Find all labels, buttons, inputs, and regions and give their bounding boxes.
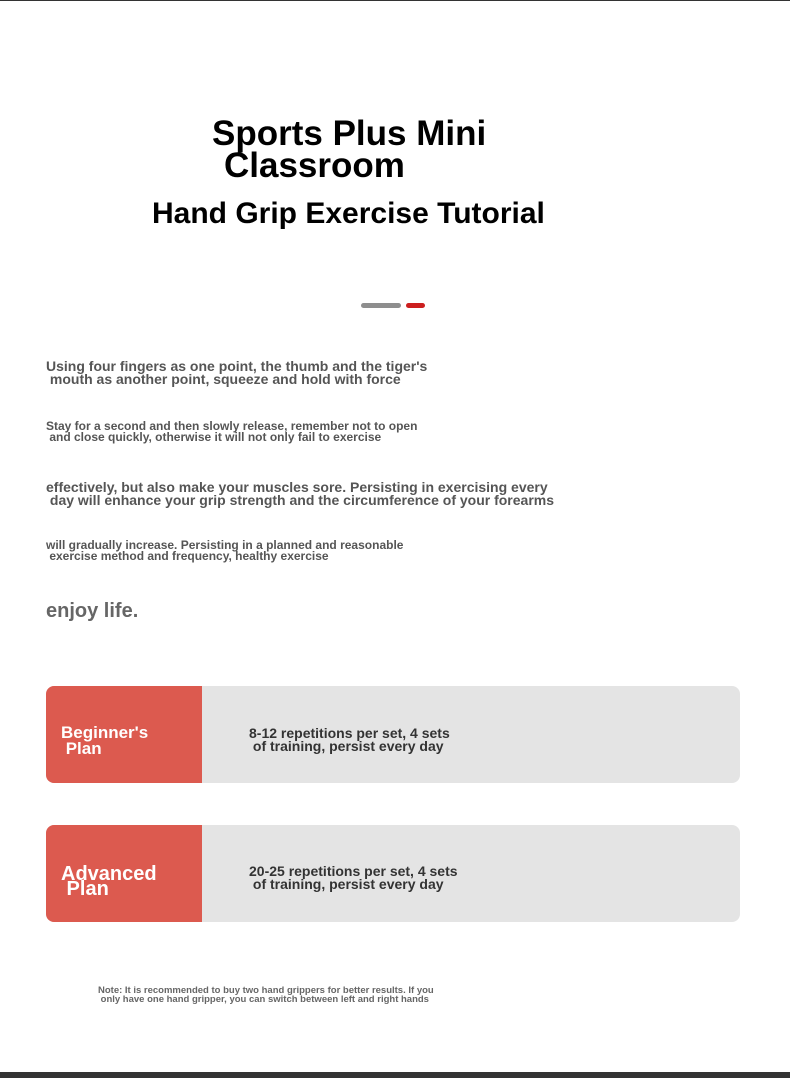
instruction-paragraph-2: Stay for a second and then slowly release, remember not to open and close quickly, otherwise it will not only fail to exercise: [46, 419, 418, 444]
advanced-plan-description: 20-25 repetitions per set, 4 sets of training, persist every day: [249, 863, 458, 892]
instruction-paragraph-4: will gradually increase. Persisting in a planned and reasonable exercise method and frequency, healthy exercise: [46, 538, 404, 563]
advanced-plan-card: [46, 825, 740, 922]
title-line-1: Sports Plus Mini: [212, 114, 487, 153]
beginner-plan-card: [46, 686, 740, 783]
instruction-paragraph-3: effectively, but also make your muscles sore. Persisting in exercising every day will enhance your grip strength and the circumference of your forearms: [46, 479, 555, 508]
carousel-dot-2-active[interactable]: [406, 303, 425, 308]
instruction-paragraph-1: Using four fingers as one point, the thumb and the tiger's mouth as another point, squeeze and hold with force: [46, 358, 428, 387]
top-divider: [0, 0, 790, 1]
beginner-plan-tag: [46, 686, 202, 783]
carousel-dot-1[interactable]: [361, 303, 401, 308]
advanced-plan-tag: [46, 825, 202, 922]
beginner-plan-description: 8-12 repetitions per set, 4 sets of training, persist every day: [249, 725, 450, 754]
footnote: Note: It is recommended to buy two hand grippers for better results. If you only have one hand gripper, you can switch between left and right hands: [98, 985, 434, 1005]
bottom-divider: [0, 1072, 790, 1078]
beginner-plan-name: Beginner's Plan: [61, 723, 149, 758]
page-subtitle: Hand Grip Exercise Tutorial: [152, 197, 545, 230]
advanced-plan-name: Advanced Plan: [61, 863, 157, 900]
instruction-paragraph-5: enjoy life.: [46, 600, 139, 622]
page-title: [212, 114, 487, 185]
title-line-2: Classroom: [224, 146, 405, 185]
